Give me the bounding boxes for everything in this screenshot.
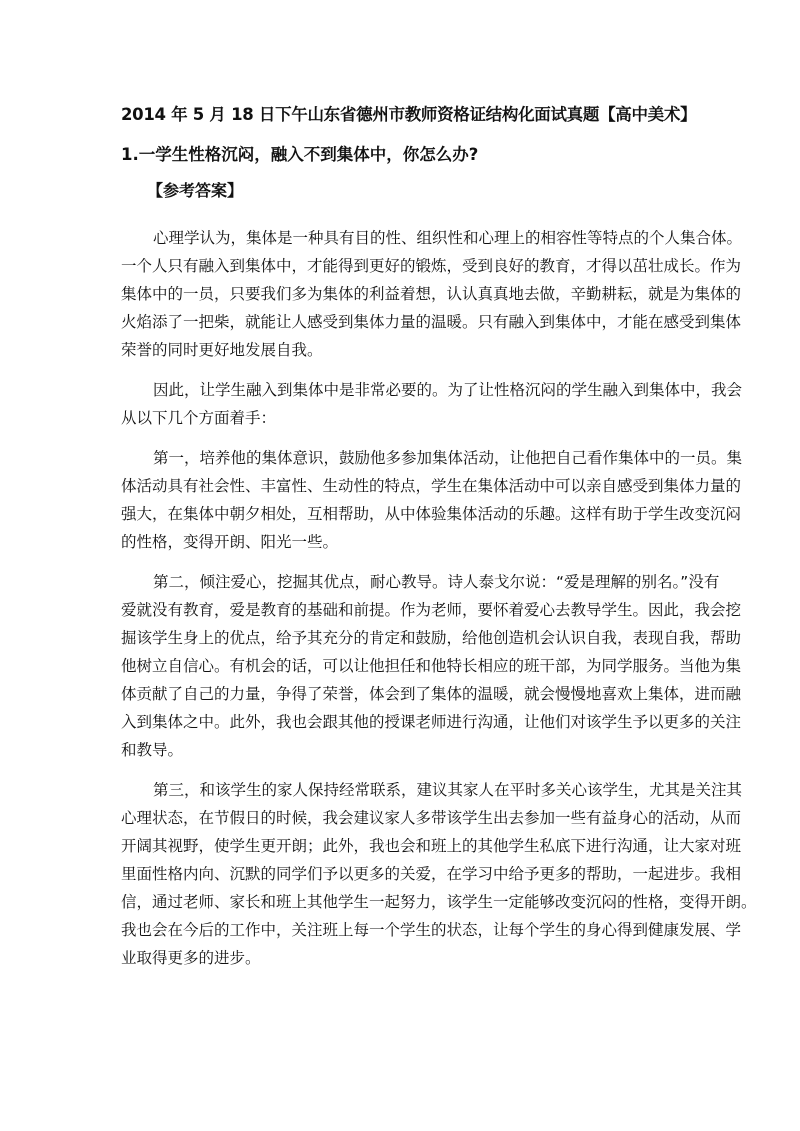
text-line: 火焰添了一把柴，就能让人感受到集体力量的温暖。只有融入到集体中，才能在感受到集体 [121,313,742,331]
text-line: 集体中的一员，只要我们多为集体的利益着想，认认真真地去做，辛勤耕耘，就是为集体的 [121,285,742,303]
document-page [121,100,757,972]
text-line: 信，通过老师、家长和班上其他学生一起努力，该学生一定能够改变沉闷的性格，变得开朗。 [121,893,757,911]
answer-paragraph [121,568,742,764]
text-line: 爱就没有教育，爱是教育的基础和前提。作为老师，要怀着爱心去教导学生。因此，我会挖 [121,601,742,619]
text-line: 强大，在集体中朝夕相处，互相帮助，从中体验集体活动的乐趣。这样有助于学生改变沉闷 [121,505,742,523]
answer-paragraph [121,444,743,556]
reference-answer-label: 【参考答案】 [147,181,244,200]
text-line: 第三，和该学生的家人保持经常联系，建议其家人在平时多关心该学生，尤其是关注其 [153,781,743,799]
text-line: 里面性格内向、沉默的同学们予以更多的关爱，在学习中给予更多的帮助，一起进步。我相 [121,865,742,883]
answer-paragraph [121,376,743,432]
answer-body [121,224,757,972]
text-line: 体贡献了自己的力量，争得了荣誉，体会到了集体的温暖，就会慢慢地喜欢上集体，进而融 [121,685,742,703]
text-line: 体活动具有社会性、丰富性、生动性的特点，学生在集体活动中可以亲自感受到集体力量的 [121,477,742,495]
question-heading: 1.一学生性格沉闷，融入不到集体中，你怎么办? [121,145,479,164]
text-line: 心理学认为，集体是一种具有目的性、组织性和心理上的相容性等特点的个人集合体。 [153,229,743,247]
answer-paragraph [121,224,743,364]
text-line: 掘该学生身上的优点，给予其充分的肯定和鼓励，给他创造机会认识自我，表现自我，帮助 [121,629,742,647]
text-line: 的性格，变得开朗、阳光一些。 [121,533,339,551]
text-line: 我也会在今后的工作中，关注班上每一个学生的状态，让每个学生的身心得到健康发展、学 [121,921,742,939]
text-line: 因此，让学生融入到集体中是非常必要的。为了让性格沉闷的学生融入到集体中，我会 [153,381,743,399]
text-line: 荣誉的同时更好地发展自我。 [121,341,323,359]
text-line: 入到集体之中。此外，我也会跟其他的授课老师进行沟通，让他们对该学生予以更多的关注 [121,713,742,731]
document-title: 2014 年 5 月 18 日下午山东省德州市教师资格证结构化面试真题【高中美术】 [121,105,697,124]
text-line: 他树立自信心。有机会的话，可以让他担任和他特长相应的班干部，为同学服务。当他为集 [121,657,742,675]
text-line: 心理状态，在节假日的时候，我会建议家人多带该学生出去参加一些有益身心的活动，从而 [121,809,742,827]
answer-paragraph [121,776,757,972]
text-line: 第一，培养他的集体意识，鼓励他多参加集体活动，让他把自己看作集体中的一员。集 [153,449,743,467]
text-line: 第二，倾注爱心，挖掘其优点，耐心教导。诗人泰戈尔说：“爱是理解的别名。”没有 [153,573,720,591]
text-line: 一个人只有融入到集体中，才能得到更好的锻炼，受到良好的教育，才得以茁壮成长。作为 [121,257,742,275]
text-line: 和教导。 [121,741,184,759]
text-line: 开阔其视野，使学生更开朗；此外，我也会和班上的其他学生私底下进行沟通，让大家对班 [121,837,742,855]
text-line: 业取得更多的进步。 [121,949,261,967]
text-line: 从以下几个方面着手： [121,409,277,427]
